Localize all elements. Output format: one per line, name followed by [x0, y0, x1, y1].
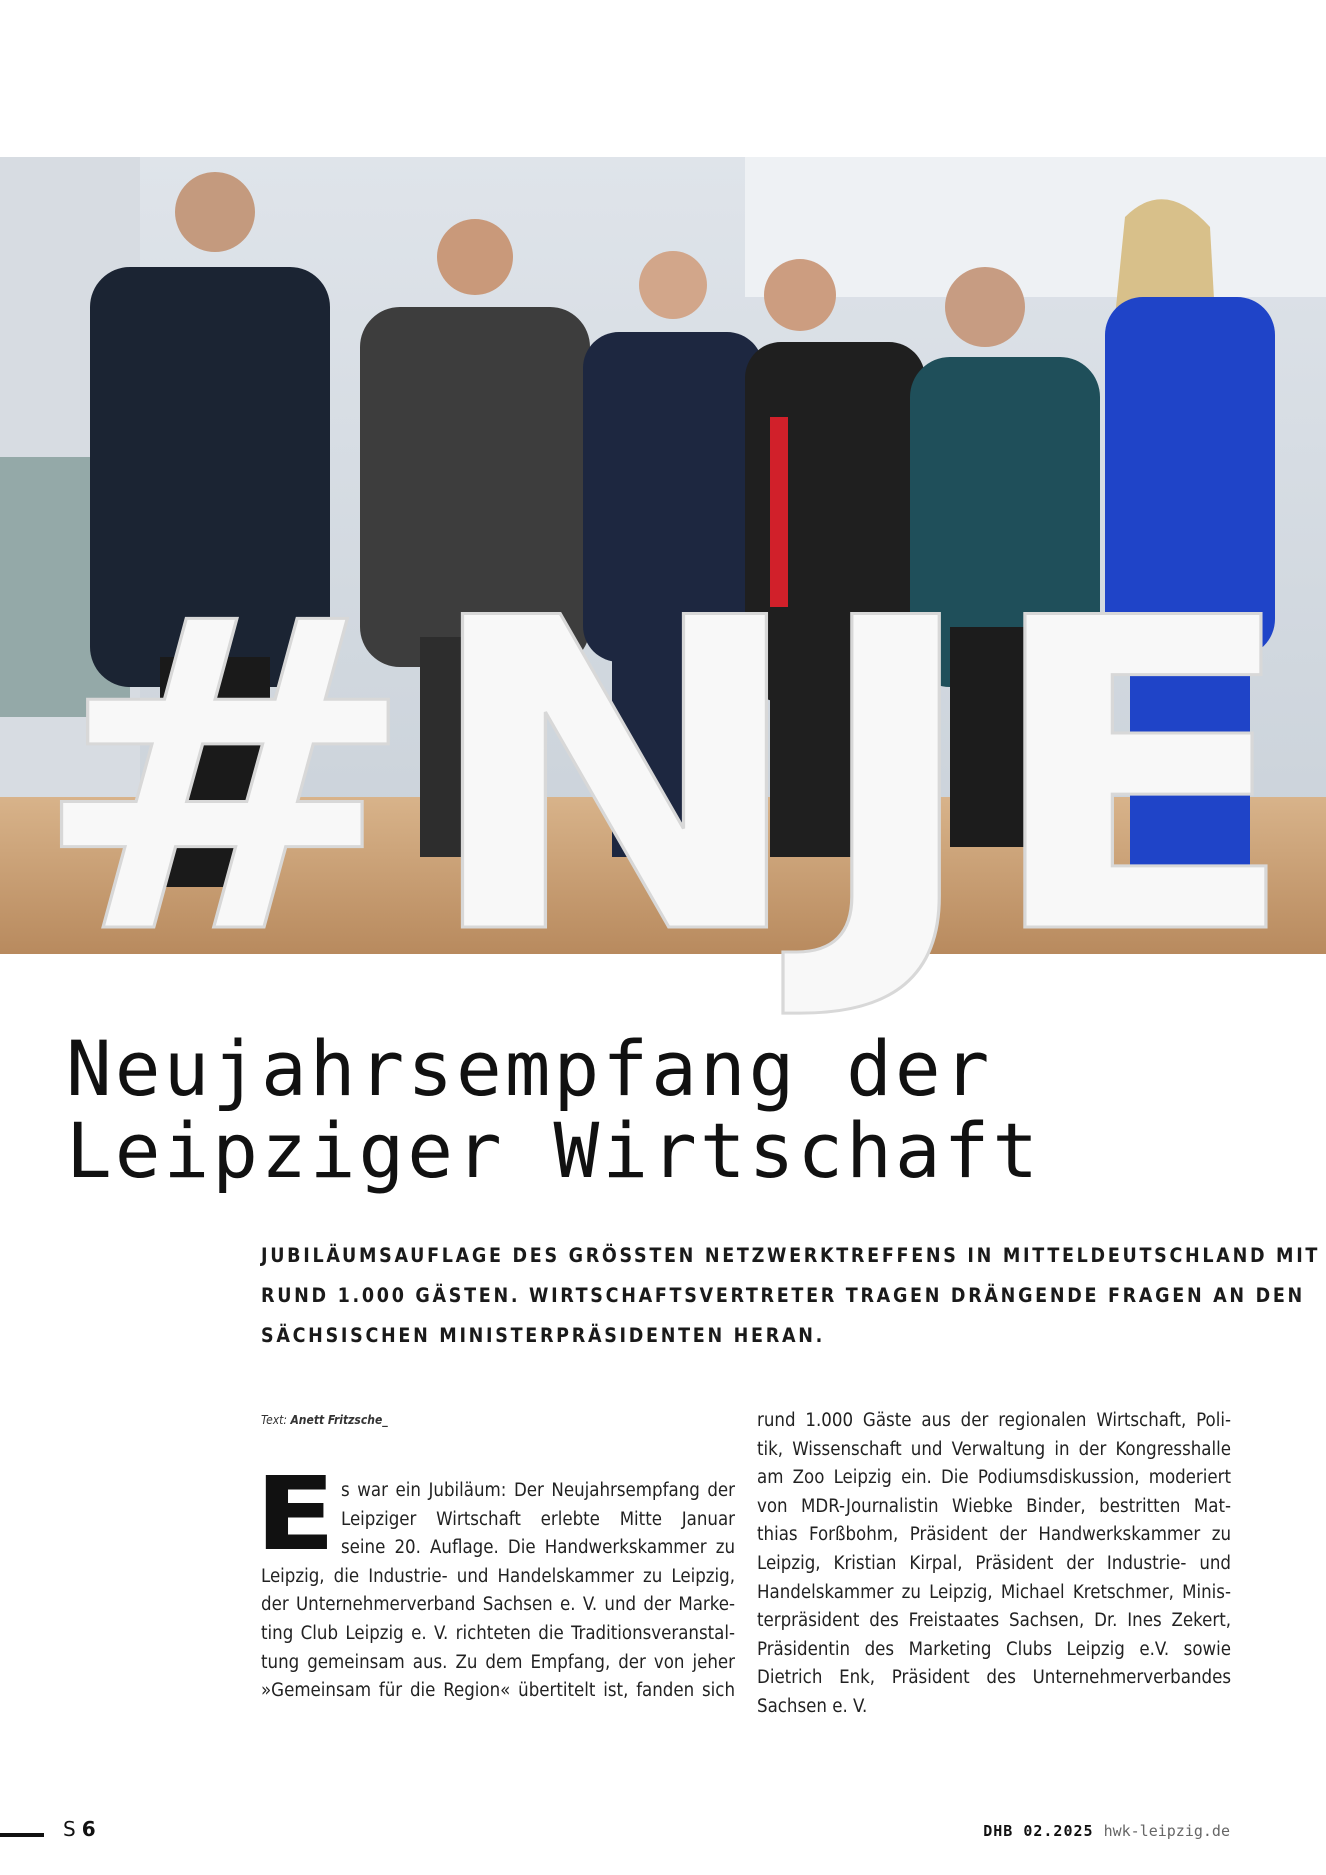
body-line: s war ein Jubiläum: Der Neujahrsempfang der	[341, 1480, 735, 1501]
hero-photo	[0, 157, 1326, 1029]
body-line: seine 20. Auflage. Die Handwerkskammer zu	[341, 1537, 735, 1559]
credit-prefix: Text:	[261, 1413, 288, 1427]
drop-cap: E	[255, 1454, 336, 1574]
body-line: Leipzig, Kristian Kirpal, Präsident der Industrie- und	[757, 1552, 1231, 1574]
body-column-2	[757, 1407, 1231, 1722]
credit-author: Anett Fritzsche_	[290, 1413, 388, 1427]
body-column-1	[255, 1454, 735, 1706]
body-line: Dietrich Enk, Präsident des Unternehmerverbandes	[757, 1667, 1231, 1689]
footer-rule	[0, 1833, 44, 1837]
issue-info	[983, 1822, 1230, 1840]
deck-line-1: JUBILÄUMSAUFLAGE DES GRÖSSTEN NETZWERKTREFFENS IN MITTELDEUTSCHLAND MIT	[261, 1244, 1321, 1267]
photo-letters: #NJE	[30, 529, 1300, 1029]
body-line: rund 1.000 Gäste aus der regionalen Wirtschaft, Poli-	[757, 1410, 1231, 1431]
body-line: am Zoo Leipzig ein. Die Podiumsdiskussion, moderiert	[757, 1467, 1231, 1489]
website-link[interactable]: hwk-leipzig.de	[1103, 1822, 1230, 1840]
body-line: Leipziger Wirtschaft erlebte Mitte Januar	[341, 1508, 735, 1530]
body-line: thias Forßbohm, Präsident der Handwerkskammer zu	[757, 1524, 1231, 1546]
body-line: Handelskammer zu Leipzig, Michael Kretschmer, Minis-	[757, 1581, 1231, 1603]
body-line: »Gemeinsam für die Region« übertitelt ist, fanden sich	[261, 1680, 735, 1702]
hero-photo-illustration	[0, 157, 1326, 1029]
headline-line-1: Neujahrsempfang der	[66, 1024, 993, 1113]
article-headline	[66, 1024, 1042, 1195]
body-line: terpräsident des Freistaates Sachsen, Dr. Ines Zekert,	[757, 1610, 1231, 1632]
deck-line-3: SÄCHSISCHEN MINISTERPRÄSIDENTEN HERAN.	[261, 1324, 825, 1347]
body-line: tik, Wissenschaft und Verwaltung in der Kongresshalle	[757, 1438, 1231, 1460]
deck-line-2: RUND 1.000 GÄSTEN. WIRTSCHAFTSVERTRETER TRAGEN DRÄNGENDE FRAGEN AN DEN	[261, 1284, 1305, 1307]
page-number	[63, 1817, 96, 1841]
body-line: der Unternehmerverband Sachsen e. V. und der Marke-	[261, 1594, 735, 1616]
article-deck	[261, 1236, 1321, 1356]
author-credit	[261, 1413, 388, 1427]
body-line: Leipzig, die Industrie- und Handelskammer zu Leipzig,	[261, 1565, 735, 1587]
body-line: Sachsen e. V.	[757, 1695, 868, 1717]
issue-label: DHB 02.2025	[983, 1822, 1094, 1840]
body-line: Präsidentin des Marketing Clubs Leipzig e.V. sowie	[757, 1638, 1231, 1660]
headline-line-2: Leipziger Wirtschaft	[66, 1106, 1042, 1195]
body-line: tung gemeinsam aus. Zu dem Empfang, der von jeher	[261, 1651, 735, 1673]
page-prefix: S	[63, 1817, 76, 1841]
body-line: von MDR-Journalistin Wiebke Binder, bestritten Mat-	[757, 1495, 1231, 1517]
body-line: ting Club Leipzig e. V. richteten die Traditionsveranstal-	[261, 1622, 735, 1644]
page-number-value: 6	[81, 1817, 96, 1841]
